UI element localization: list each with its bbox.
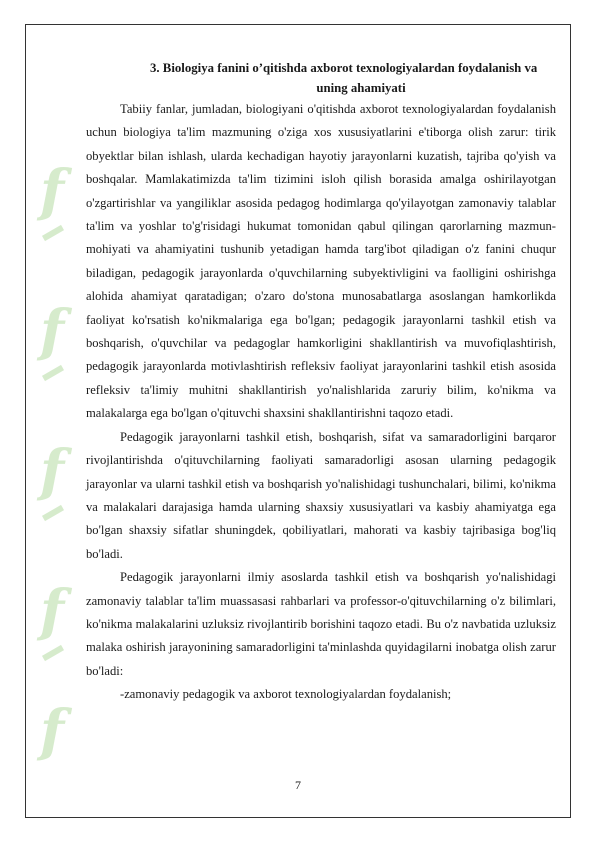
heading-line-1: 3. Biologiya fanini o’qitishda axborot texnologiyalardan foydalanish va xyxy=(150,61,538,75)
svg-text:f: f xyxy=(40,158,65,224)
section-heading xyxy=(86,58,556,98)
page-number: 7 xyxy=(295,778,301,792)
paragraph-1: Tabiiy fanlar, jumladan, biologiyani o'qitishda axborot texnologiyalardan foydalanish uchun biologiya ta'lim mazmuning o'ziga xos xususiyatlarini e'tiborga olish zarur: tirik obyektlar bilan ishlash, ularda kechadigan hayotiy jarayonlarni kuzatish, tajriba qo'yish va boshqalar. Mamlakatimizda ta'lim tizimini isloh qilish borasida amalga oshirilayotgan o'zgartirishlar va yangiliklar asosida pedagog hodimlarga qo'yilayotgan zamonaviy talablar ta'lim va yoshlar to'g'risidagi hukumat tomonidan qabul qilingan qarorlarning mazmun-mohiyati va ahamiyatini tushunib yetadigan hamda targ'ibot qiladigan o'z fanini chuqur biladigan, pedagogik jarayonlarda o'quvchilarning subyektivligini va faolligini oshirishga alohida ahamiyat qaratadigan; o'zaro do'stona munosabatlarga asoslangan hamkorlikda faoliyat ko'rsatish ko'nikmalariga ega bo'lgan; pedagogik jarayonlarni tashkil etish va boshqarish, o'quvchilar va pedagoglar hamkorligini shakllantirish va muvofiqlashtirish, pedagogik jarayonlarda motivlashtirish refleksiv faoliyat jarayonlarini tashkil etish asosida refleksiv ta'limiy muhitni shakllantirish yo'nalishlarida zaruriy bilim, ko'nikma va malakalarga ega bo'lgan o'qituvchi shaxsini shakllantirishni taqozo etadi. xyxy=(86,102,556,421)
heading-line-2: uning ahamiyati xyxy=(316,81,406,95)
svg-text:f: f xyxy=(40,438,65,504)
list-item: -zamonaviy pedagogik va axborot texnologiyalardan foydalanish; xyxy=(120,687,452,702)
svg-text:f: f xyxy=(40,578,65,644)
svg-text:f: f xyxy=(40,698,65,764)
svg-text:f: f xyxy=(40,298,65,364)
page-content xyxy=(86,58,556,707)
paragraph-2: Pedagogik jarayonlarni tashkil etish, boshqarish, sifat va samaradorligini barqaror rivojlantirishda o'qituvchilarning faoliyati samaradorligi asosan ularning pedagogik jarayonlar va ularni tashkil etish va boshqarish yo'nalishidagi tushunchalari, bilimi, ko'nikma va malakalari darajasiga hamda ularning shaxsiy xususiyatlari va kasbiy ahamiyatga ega bo'lgan shaxsiy sifatlar shuningdek, qobiliyatlari, mahorati va kasbiy tajribasiga bog'liq bo'ladi. xyxy=(86,429,556,561)
paragraph-3: Pedagogik jarayonlarni ilmiy asoslarda tashkil etish va boshqarish yo'nalishidagi zamonaviy talablar ta'lim muassasasi rahbarlari va professor-o'qituvchilarning o'z bilimlari, ko'nikma malakalarini uzluksiz rivojlantirib borishini taqozo etadi. Bu o'z navbatida uzluksiz malaka oshirish jarayonining samaradorligini ta'minlashda quyidagilarni inobatga olish zarur bo'ladi: xyxy=(86,570,556,678)
